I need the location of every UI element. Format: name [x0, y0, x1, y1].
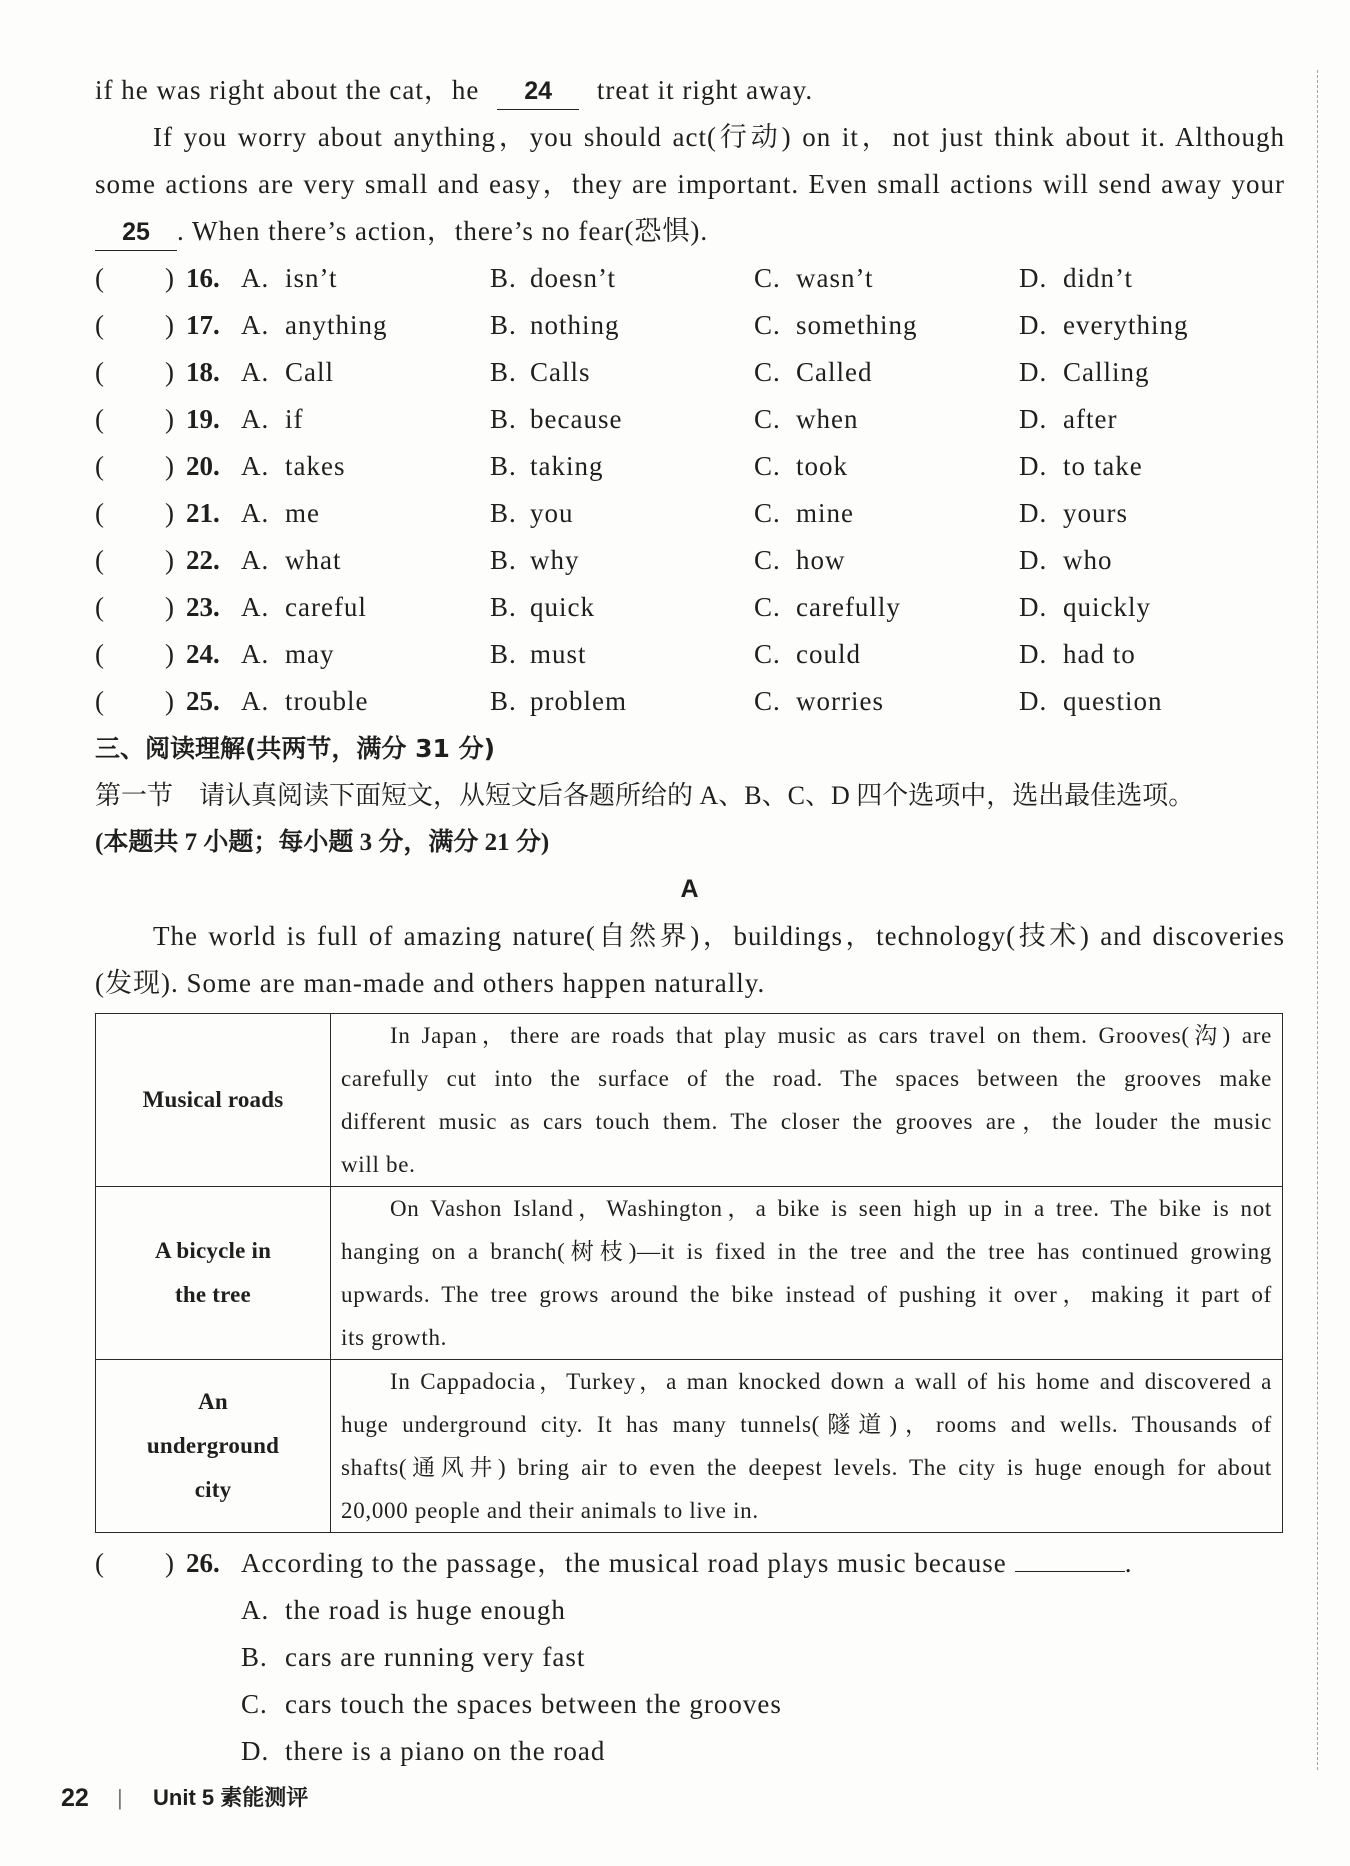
option-d-text: yours	[1063, 498, 1128, 528]
answer-bracket-close: )	[165, 404, 175, 434]
option-b-text: nothing	[530, 310, 620, 340]
row-title-cell	[96, 1187, 331, 1360]
row-description-cell	[331, 1014, 1283, 1187]
table-row	[96, 1360, 1283, 1533]
option-b-label: B.	[490, 357, 517, 387]
cloze-text: if he was right about the cat，he	[95, 75, 480, 105]
answer-option-c	[0, 1681, 1300, 1728]
option-b-label: B.	[490, 686, 517, 716]
option-c-text: how	[796, 545, 846, 575]
cloze-paragraph-line: If you worry about anything，you should act(行动) on it，not just think about it. Although	[153, 122, 1285, 152]
option-b-label: B.	[490, 545, 517, 575]
table-row	[96, 1014, 1283, 1187]
option-b-text: must	[530, 639, 587, 669]
option-a-label: A.	[241, 639, 270, 669]
question-row-24	[0, 631, 1300, 678]
question-stem-end: .	[1124, 1548, 1133, 1578]
option-d-text: to take	[1063, 451, 1143, 481]
answer-bracket-open: (	[95, 357, 105, 387]
option-d-text: everything	[1063, 310, 1189, 340]
option-d-label: D.	[241, 1736, 270, 1766]
row-title: underground	[146, 1433, 280, 1458]
answer-option-d	[0, 1728, 1300, 1775]
answer-bracket-open: (	[95, 639, 105, 669]
option-b-label: B.	[490, 639, 517, 669]
option-b-label: B.	[490, 404, 517, 434]
option-d-label: D.	[1019, 545, 1048, 575]
option-d-text: Calling	[1063, 357, 1150, 387]
section-title: 第一节	[95, 781, 174, 810]
question-row-19	[0, 396, 1300, 443]
option-c-text: cars touch the spaces between the grooves	[285, 1689, 782, 1719]
option-c-text: Called	[796, 357, 873, 387]
question-row-26	[0, 1540, 1300, 1587]
option-a-text: me	[285, 498, 320, 528]
cloze-text: . When there’s action，there’s no fear(恐惧).	[177, 216, 709, 246]
answer-bracket-open: (	[95, 263, 105, 293]
description-line: On Vashon Island，Washington，a bike is seen high up in a tree. The bike is not	[390, 1196, 1272, 1221]
question-number: 17.	[186, 310, 220, 340]
option-d-label: D.	[1019, 404, 1048, 434]
row-title: city	[194, 1477, 232, 1502]
answer-bracket-close: )	[165, 686, 175, 716]
page-number: 22	[61, 1784, 89, 1812]
answer-bracket-close: )	[165, 545, 175, 575]
description-line: shafts(通风井) bring air to even the deepest levels. The city is huge enough for about	[341, 1455, 1272, 1480]
question-number: 26.	[186, 1548, 220, 1578]
option-c-text: something	[796, 310, 918, 340]
question-number: 20.	[186, 451, 220, 481]
option-d-label: D.	[1019, 686, 1048, 716]
option-b-text: doesn’t	[530, 263, 616, 293]
option-a-text: the road is huge enough	[285, 1595, 566, 1625]
answer-bracket-open: (	[95, 545, 105, 575]
option-a-label: A.	[241, 451, 270, 481]
row-title: Musical roads	[142, 1087, 284, 1112]
question-row-16	[0, 255, 1300, 302]
option-b-label: B.	[490, 451, 517, 481]
option-d-label: D.	[1019, 639, 1048, 669]
question-row-20	[0, 443, 1300, 490]
option-b-label: B.	[490, 498, 517, 528]
option-c-label: C.	[754, 592, 781, 622]
description-line: different music as cars touch them. The closer the grooves are，the louder the music	[341, 1109, 1272, 1134]
row-title: An	[198, 1389, 228, 1414]
passage-intro-line: The world is full of amazing nature(自然界)，buildings，technology(技术) and discoveries	[153, 921, 1285, 951]
row-title-cell	[96, 1360, 331, 1533]
description-line: In Japan，there are roads that play music as cars travel on them. Grooves(沟) are	[390, 1023, 1272, 1048]
option-c-text: mine	[796, 498, 854, 528]
description-line: huge underground city. It has many tunnels(隧道)，rooms and wells. Thousands of	[341, 1412, 1272, 1437]
option-b-label: B.	[490, 263, 517, 293]
row-title-cell	[96, 1014, 331, 1187]
option-a-text: may	[285, 639, 335, 669]
option-a-label: A.	[241, 357, 270, 387]
description-line: its growth.	[341, 1325, 448, 1350]
answer-bracket-close: )	[165, 451, 175, 481]
question-row-22	[0, 537, 1300, 584]
option-c-label: C.	[754, 639, 781, 669]
answer-bracket-close: )	[165, 263, 175, 293]
description-line: upwards. The tree grows around the bike instead of pushing it over，making it part of	[341, 1282, 1272, 1307]
answer-bracket-open: (	[95, 404, 105, 434]
answer-bracket-close: )	[165, 310, 175, 340]
option-c-label: C.	[754, 498, 781, 528]
option-a-label: A.	[241, 263, 270, 293]
answer-blank	[1015, 1542, 1125, 1572]
question-row-17	[0, 302, 1300, 349]
option-b-text: why	[530, 545, 580, 575]
question-row-18	[0, 349, 1300, 396]
option-b-text: you	[530, 498, 574, 528]
cloze-blank-25: 25	[95, 214, 177, 251]
answer-bracket-close: )	[165, 592, 175, 622]
option-c-label: C.	[754, 357, 781, 387]
option-a-label: A.	[241, 404, 270, 434]
option-d-label: D.	[1019, 498, 1048, 528]
question-number: 24.	[186, 639, 220, 669]
option-c-label: C.	[241, 1689, 268, 1719]
question-number: 16.	[186, 263, 220, 293]
row-title: the tree	[175, 1282, 251, 1307]
option-c-text: took	[796, 451, 849, 481]
cloze-line-25	[95, 208, 1285, 255]
option-d-label: D.	[1019, 310, 1048, 340]
description-line: carefully cut into the surface of the road. The spaces between the grooves make	[341, 1066, 1272, 1091]
dashed-margin-line	[1317, 70, 1318, 1770]
question-number: 18.	[186, 357, 220, 387]
passage-label: A	[680, 875, 700, 903]
option-d-text: quickly	[1063, 592, 1151, 622]
option-d-label: D.	[1019, 451, 1048, 481]
option-b-text: Calls	[530, 357, 591, 387]
answer-option-b	[0, 1634, 1300, 1681]
passage-intro-line: (发现). Some are man-made and others happen naturally.	[95, 968, 766, 998]
option-d-label: D.	[1019, 263, 1048, 293]
option-b-text: taking	[530, 451, 604, 481]
option-d-label: D.	[1019, 592, 1048, 622]
option-a-label: A.	[241, 686, 270, 716]
option-a-text: Call	[285, 357, 334, 387]
option-a-text: anything	[285, 310, 388, 340]
footer-separator: |	[117, 1785, 123, 1810]
section-heading: 三、阅读理解(共两节，满分 31 分)	[95, 734, 496, 763]
option-d-text: had to	[1063, 639, 1136, 669]
answer-option-a	[0, 1587, 1300, 1634]
question-stem	[241, 1540, 1133, 1587]
description-line: In Cappadocia，Turkey，a man knocked down a wall of his home and discovered a	[390, 1369, 1272, 1394]
page-footer	[0, 1775, 500, 1821]
answer-bracket-close: )	[165, 498, 175, 528]
option-a-label: A.	[241, 1595, 270, 1625]
row-description-cell	[331, 1187, 1283, 1360]
row-description-cell	[331, 1360, 1283, 1533]
description-line: 20,000 people and their animals to live in.	[341, 1498, 759, 1523]
question-number: 25.	[186, 686, 220, 716]
option-d-text: there is a piano on the road	[285, 1736, 606, 1766]
option-d-label: D.	[1019, 357, 1048, 387]
option-a-text: trouble	[285, 686, 369, 716]
option-c-label: C.	[754, 686, 781, 716]
option-a-text: isn’t	[285, 263, 338, 293]
option-d-text: question	[1063, 686, 1163, 716]
cloze-line-24	[95, 67, 1285, 114]
option-d-text: who	[1063, 545, 1113, 575]
cloze-text: treat it right away.	[596, 75, 814, 105]
answer-bracket-open: (	[95, 592, 105, 622]
option-b-label: B.	[490, 592, 517, 622]
question-number: 21.	[186, 498, 220, 528]
option-c-text: worries	[796, 686, 884, 716]
row-title: A bicycle in	[154, 1238, 272, 1263]
option-b-label: B.	[241, 1642, 268, 1672]
wonders-table	[95, 1013, 1283, 1533]
question-number: 22.	[186, 545, 220, 575]
question-stem-text: According to the passage，the musical road plays music because	[241, 1548, 1007, 1578]
option-a-text: what	[285, 545, 342, 575]
cloze-paragraph-line: some actions are very small and easy，they are important. Even small actions will send away your	[95, 169, 1285, 199]
option-d-text: didn’t	[1063, 263, 1134, 293]
question-row-21	[0, 490, 1300, 537]
option-b-text: problem	[530, 686, 627, 716]
option-b-text: quick	[530, 592, 595, 622]
option-c-text: wasn’t	[796, 263, 874, 293]
option-a-label: A.	[241, 592, 270, 622]
section-instruction: 请认真阅读下面短文，从短文后各题所给的 A、B、C、D 四个选项中，选出最佳选项。	[199, 781, 1195, 810]
option-c-label: C.	[754, 451, 781, 481]
question-number: 19.	[186, 404, 220, 434]
description-line: will be.	[341, 1152, 416, 1177]
option-b-text: because	[530, 404, 623, 434]
answer-bracket-open: (	[95, 1548, 105, 1578]
option-c-label: C.	[754, 545, 781, 575]
option-d-text: after	[1063, 404, 1118, 434]
section-instruction-line	[95, 772, 1285, 819]
answer-bracket-open: (	[95, 686, 105, 716]
question-row-23	[0, 584, 1300, 631]
option-a-label: A.	[241, 498, 270, 528]
answer-bracket-open: (	[95, 451, 105, 481]
option-a-text: takes	[285, 451, 346, 481]
answer-bracket-close: )	[165, 357, 175, 387]
table-row	[96, 1187, 1283, 1360]
option-a-label: A.	[241, 545, 270, 575]
question-number: 23.	[186, 592, 220, 622]
answer-bracket-open: (	[95, 310, 105, 340]
option-c-label: C.	[754, 263, 781, 293]
answer-bracket-close: )	[165, 1548, 175, 1578]
section-note: (本题共 7 小题；每小题 3 分，满分 21 分)	[95, 829, 550, 856]
option-c-label: C.	[754, 404, 781, 434]
option-c-label: C.	[754, 310, 781, 340]
option-a-label: A.	[241, 310, 270, 340]
option-c-text: could	[796, 639, 861, 669]
cloze-blank-24: 24	[497, 73, 579, 110]
option-c-text: carefully	[796, 592, 901, 622]
option-b-label: B.	[490, 310, 517, 340]
option-a-text: if	[285, 404, 304, 434]
description-line: hanging on a branch(树枝)—it is fixed in the tree and the tree has continued growing	[341, 1239, 1272, 1264]
option-c-text: when	[796, 404, 859, 434]
option-a-text: careful	[285, 592, 367, 622]
unit-title: Unit 5 素能测评	[153, 1785, 309, 1810]
answer-bracket-open: (	[95, 498, 105, 528]
answer-bracket-close: )	[165, 639, 175, 669]
option-b-text: cars are running very fast	[285, 1642, 586, 1672]
question-row-25	[0, 678, 1300, 725]
